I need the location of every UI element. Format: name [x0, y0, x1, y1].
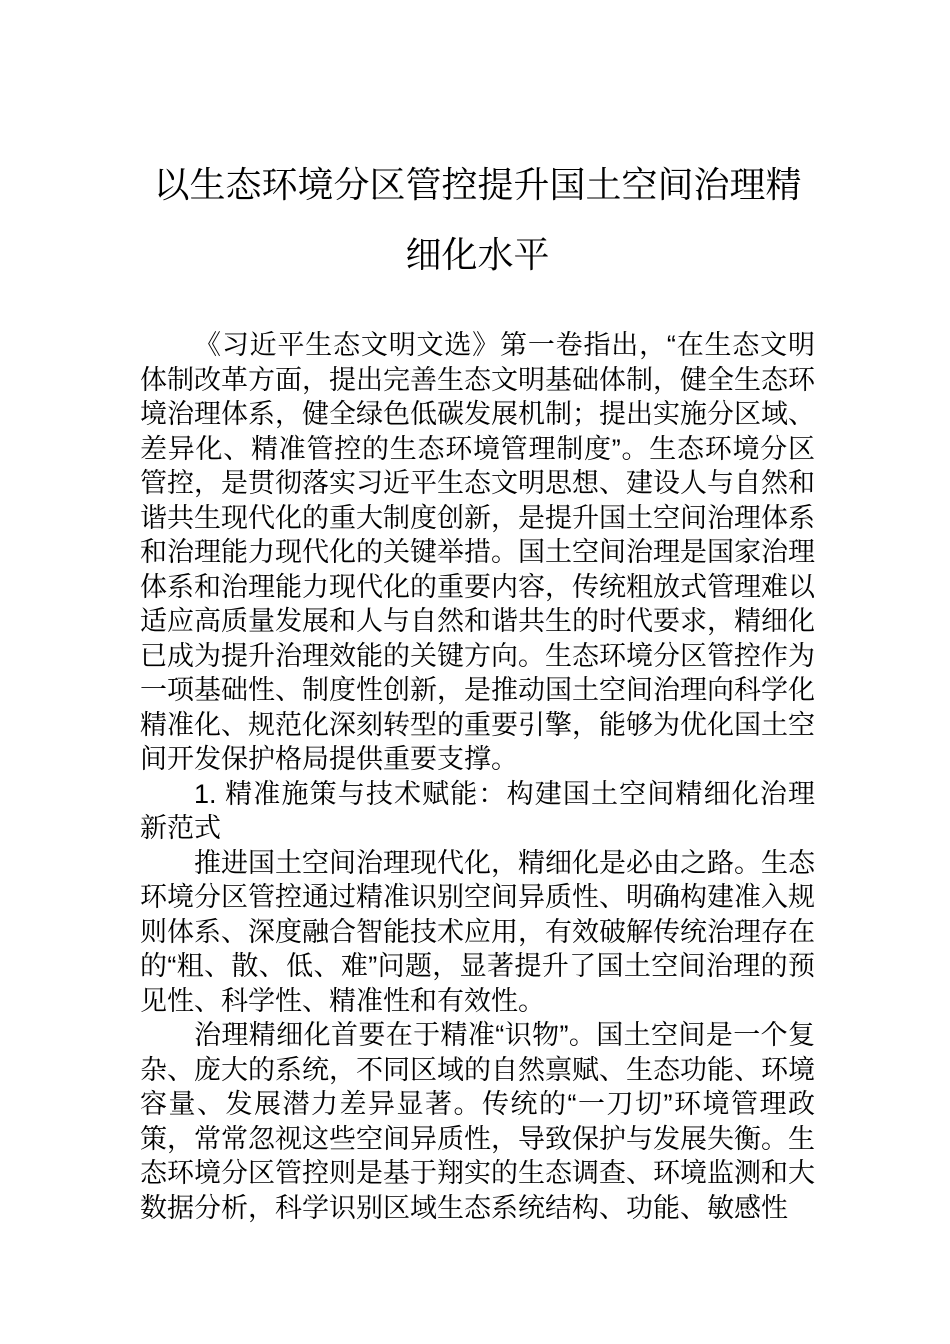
paragraph-intro: 《习近平生态文明文选》第一卷指出，“在生态文明体制改革方面，提出完善生态文明基础体制，健全生态环境治理体系，健全绿色低碳发展机制；提出实施分区域、差异化、精准管控的生态环境管理制度”。生态环境分区管控，是贯彻落实习近平生态文明思想、建设人与自然和谐共生现代化的重大制度创新，是提升国土空间治理体系和治理能力现代化的关键举措。国土空间治理是国家治理体系和治理能力现代化的重要内容，传统粗放式管理难以适应高质量发展和人与自然和谐共生的时代要求，精细化已成为提升治理效能的关键方向。生态环境分区管控作为一项基础性、制度性创新，是推动国土空间治理向科学化精准化、规范化深刻转型的重要引擎，能够为优化国土空间开发保护格局提供重要支撑。 [140, 330, 815, 774]
section-1-paragraph-2: 治理精细化首要在于精准“识物”。国土空间是一个复杂、庞大的系统，不同区域的自然禀赋、生态功能、环境容量、发展潜力差异显著。传统的“一刀切”环境管理政策，常常忽视这些空间异质性，导致保护与发展失衡。生态环境分区管控则是基于翔实的生态调查、环境监测和大数据分析，科学识别区域生态系统结构、功能、敏感性 [140, 1020, 815, 1223]
section-1-paragraph-1: 推进国土空间治理现代化，精细化是必由之路。生态环境分区管控通过精准识别空间异质性、明确构建准入规则体系、深度融合智能技术应用，有效破解传统治理存在的“粗、散、低、难”问题，显著提升了国土空间治理的预见性、科学性、精准性和有效性。 [140, 847, 815, 1016]
document-body [140, 328, 815, 1225]
section-1-heading: 1. 精准施策与技术赋能：构建国土空间精细化治理新范式 [140, 778, 815, 843]
document-title: 以生态环境分区管控提升国土空间治理精细化水平 [153, 164, 802, 275]
